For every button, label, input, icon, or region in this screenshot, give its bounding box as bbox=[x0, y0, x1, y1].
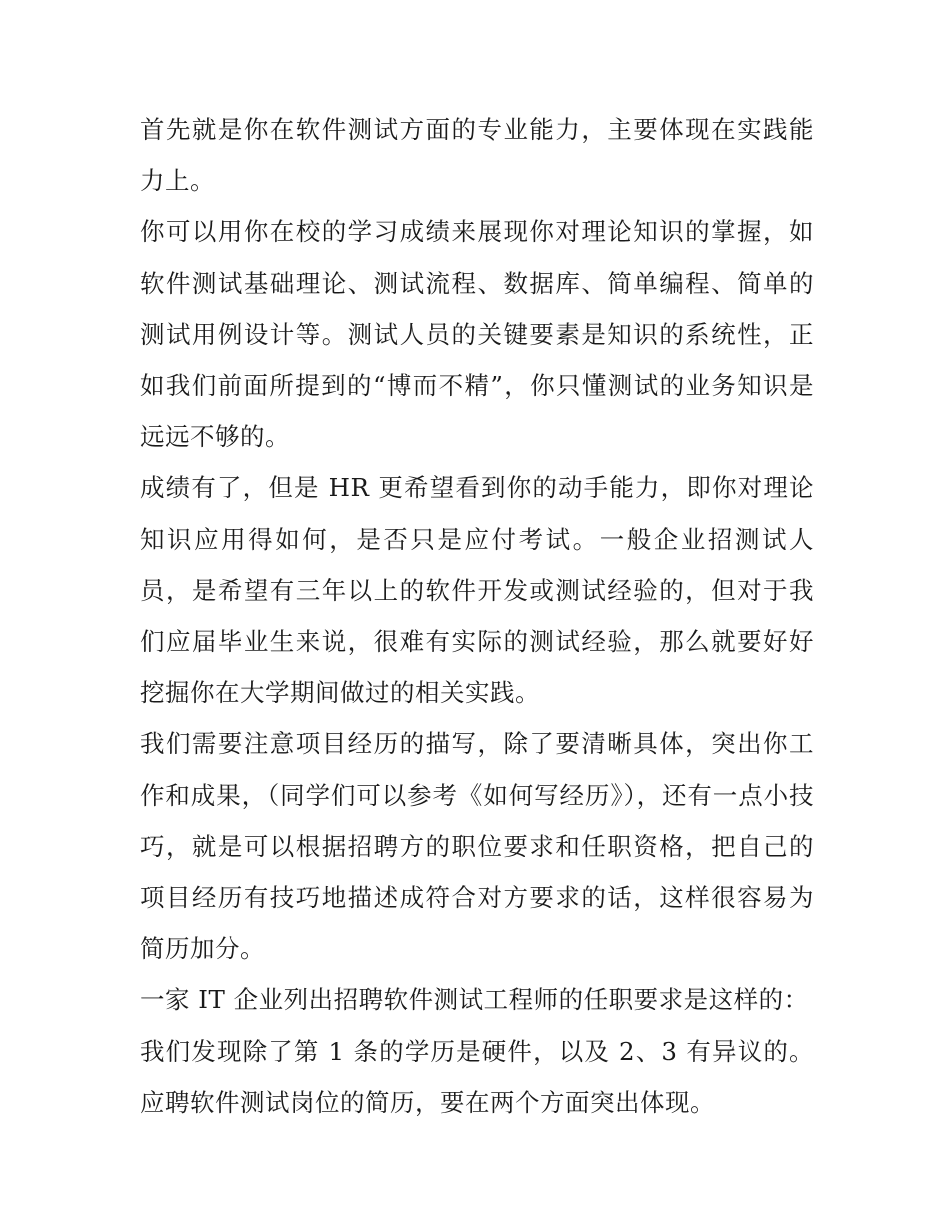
paragraph-theory-knowledge: 你可以用你在校的学习成绩来展现你对理论知识的掌握，如软件测试基础理论、测试流程、数据库、简单编程、简单的测试用例设计等。测试人员的关键要素是知识的系统性，正如我们前面所提到的“博而不精”，你只懂测试的业务知识是远远不够的。 bbox=[140, 217, 814, 452]
paragraph-hands-on-ability: 成绩有了，但是 HR 更希望看到你的动手能力，即你对理论知识应用得如何，是否只是应付考试。一般企业招测试人员，是希望有三年以上的软件开发或测试经验的，但对于我们应届毕业生来说，很难有实际的测试经验，那么就要好好挖掘你在大学期间做过的相关实践。 bbox=[140, 473, 814, 708]
paragraph-resume-highlights: 我们发现除了第 1 条的学历是硬件，以及 2、3 有异议的。应聘软件测试岗位的简历，要在两个方面突出体现。 bbox=[140, 1036, 814, 1117]
paragraph-professional-ability: 首先就是你在软件测试方面的专业能力，主要体现在实践能力上。 bbox=[140, 115, 814, 196]
document-body bbox=[140, 104, 814, 1128]
paragraph-project-experience: 我们需要注意项目经历的描写，除了要清晰具体，突出你工作和成果，（同学们可以参考《如何写经历》），还有一点小技巧，就是可以根据招聘方的职位要求和任职资格，把自己的项目经历有技巧地描述成符合对方要求的话，这样很容易为简历加分。 bbox=[140, 729, 814, 964]
paragraph-job-requirements: 一家 IT 企业列出招聘软件测试工程师的任职要求是这样的： bbox=[140, 985, 809, 1015]
